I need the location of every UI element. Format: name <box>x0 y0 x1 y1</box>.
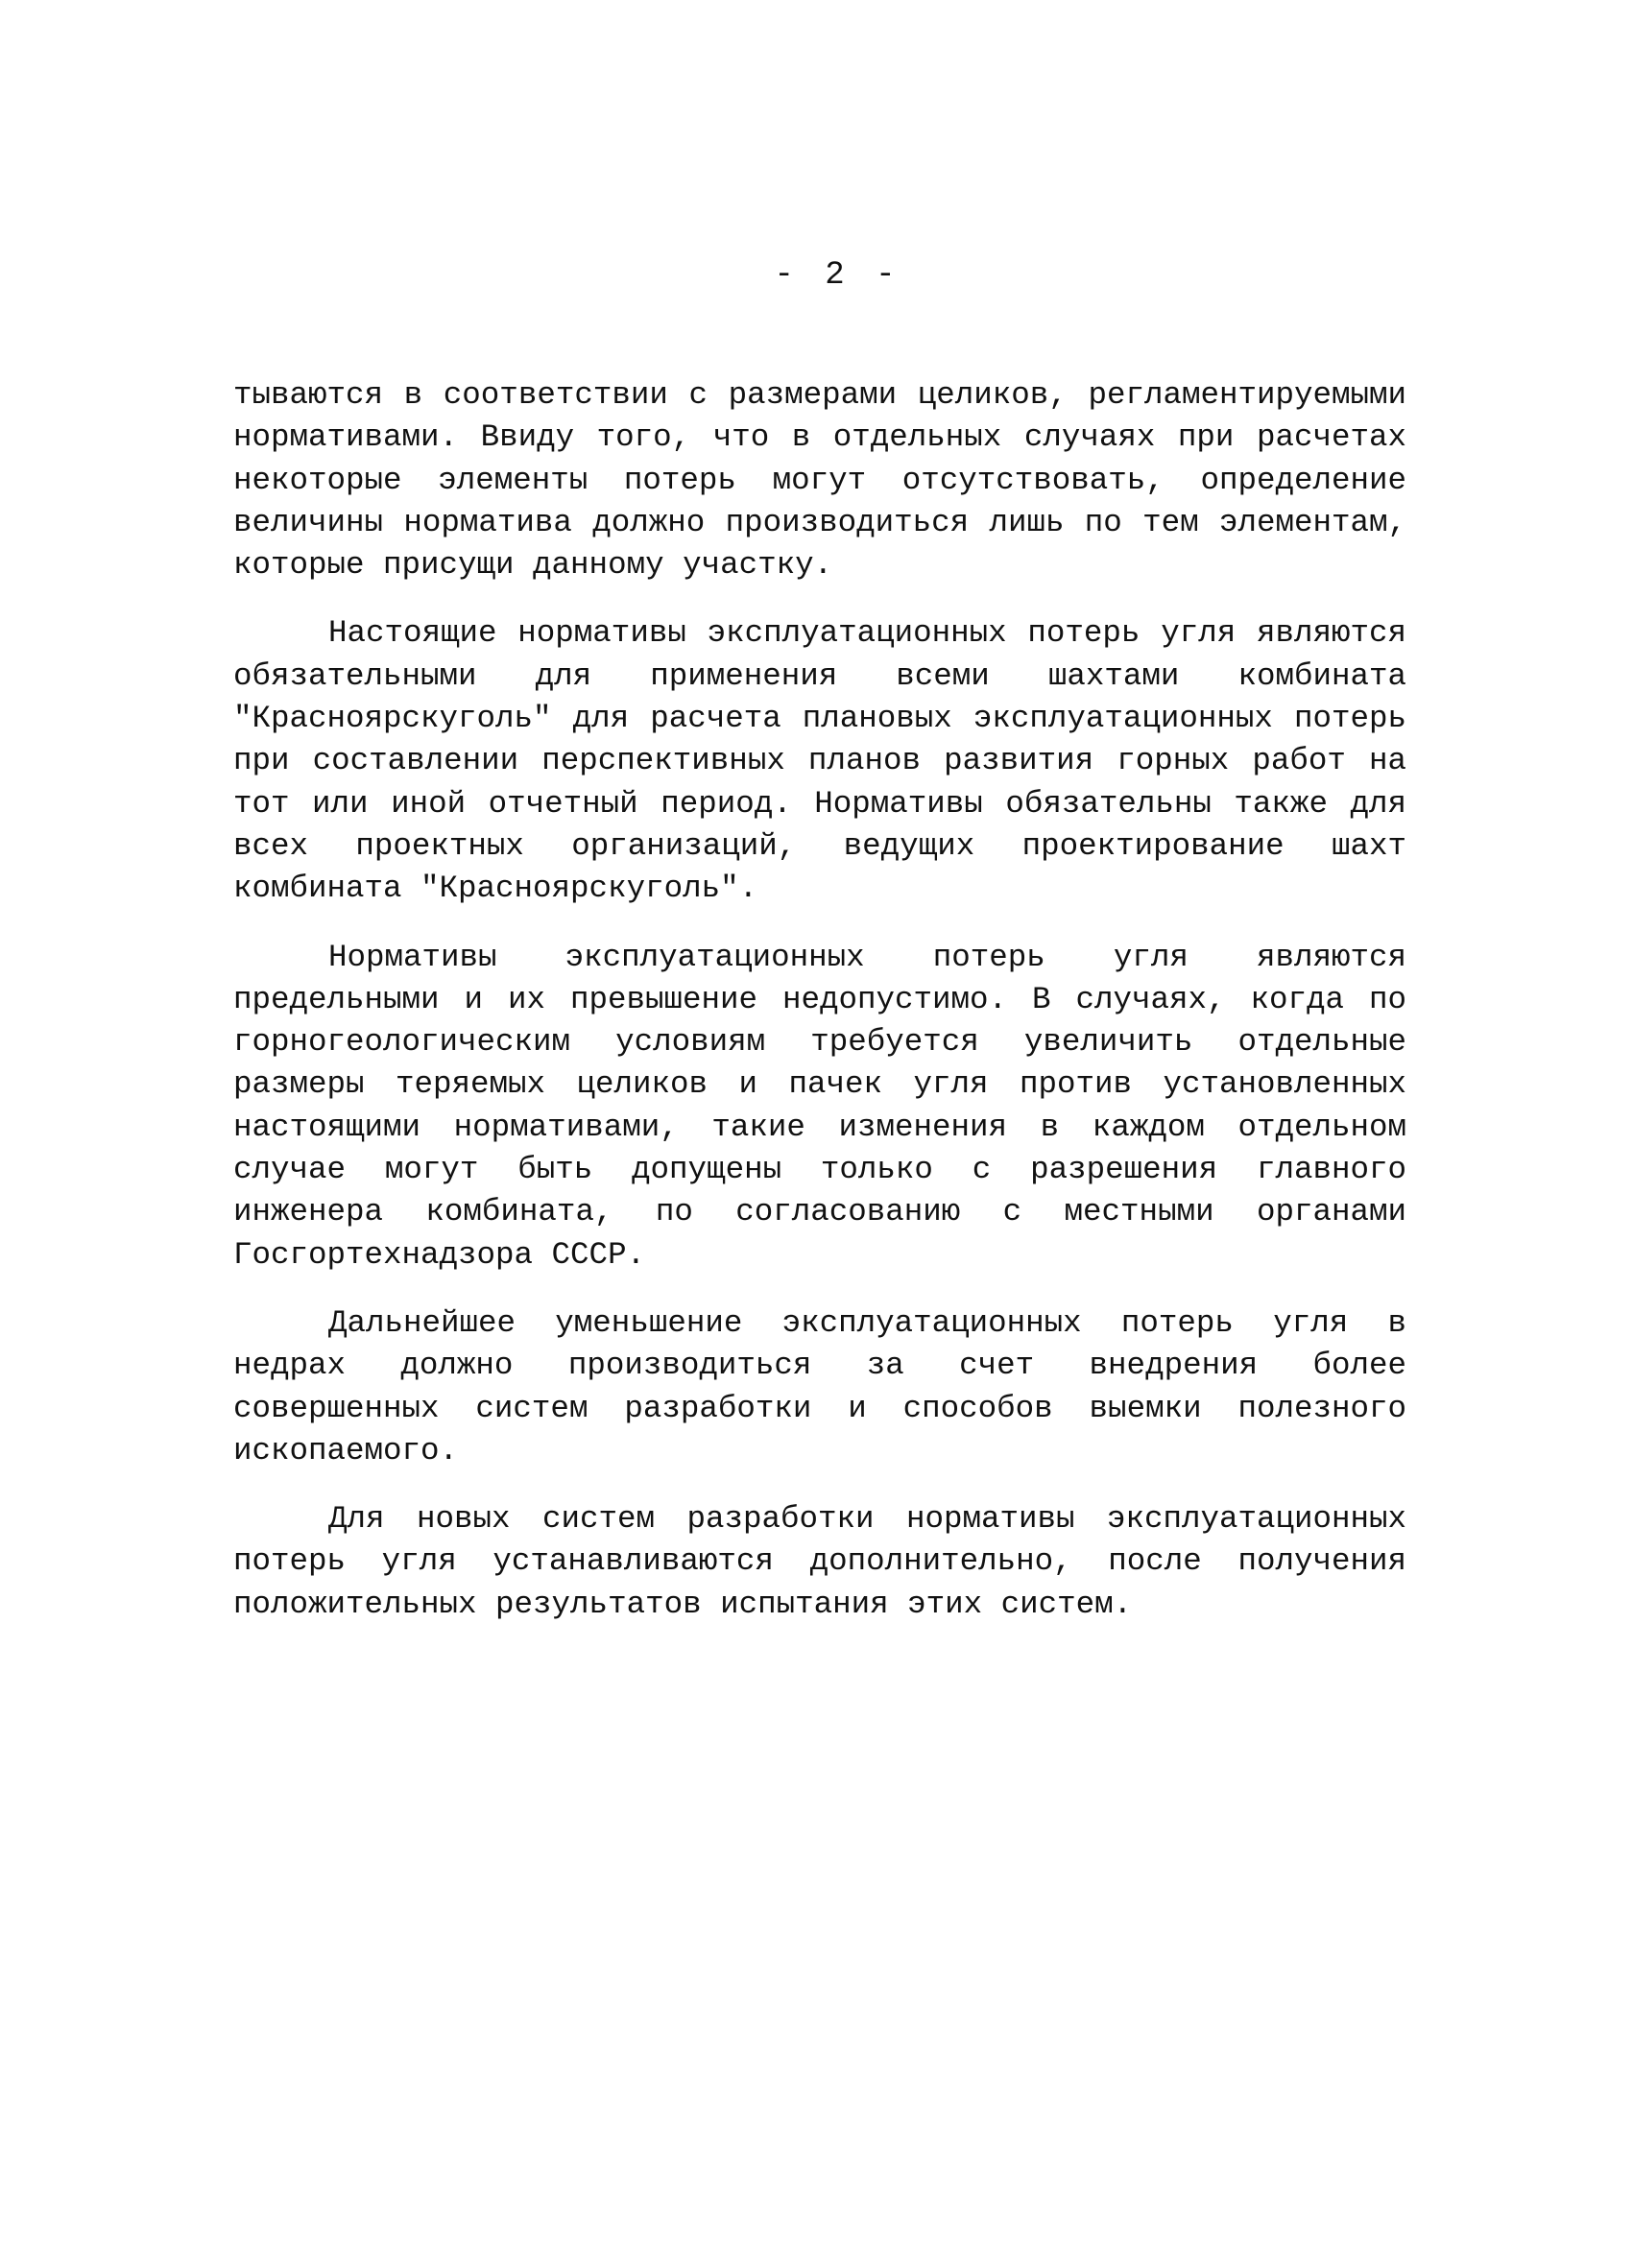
body-text <box>233 374 1406 1652</box>
paragraph-loss-reduction: Дальнейшее уменьшение эксплуатационных потерь угля в недрах должно производиться за счет внедрения более совершенных систем разработки и способов выемки полезного ископаемого. <box>233 1304 1406 1468</box>
paragraph-obligatory-norms: Настоящие нормативы эксплуатационных потерь угля являются обязательными для применения всеми шахтами комбината "Красноярскуголь" для расчета плановых эксплуатационных потерь при составлении перспективных планов развития горных работ на тот или иной отчетный период. Нормативы обязательны также для всех проектных организаций, ведущих проектирование шахт комбината "Красноярскуголь". <box>233 615 1406 907</box>
paragraph-continuation: тываются в соответствии с размерами целиков, регламентируемыми нормативами. Ввиду того, что в отдельных случаях при расчетах некоторые элементы потерь могут отсутствовать, определение величины норматива должно производиться лишь по тем элементам, которые присущи данному участку. <box>233 377 1406 584</box>
paragraph-limit-norms: Нормативы эксплуатационных потерь угля являются предельными и их превышение недопустимо. В случаях, когда по горногеологическим условиям требуется увеличить отдельные размеры теряемых целиков и пачек угля против установленных настоящими нормативами, такие изменения в каждом отдельном случае могут быть допущены только с разрешения главного инженера комбината, по согласованию с местными органами Госгортехнадзора СССР. <box>233 939 1406 1273</box>
page-number: - 2 - <box>774 257 901 294</box>
paragraph-new-systems: Для новых систем разработки нормативы эксплуатационных потерь угля устанавливаются дополнительно, после получения положительных результатов испытания этих систем. <box>233 1501 1406 1622</box>
